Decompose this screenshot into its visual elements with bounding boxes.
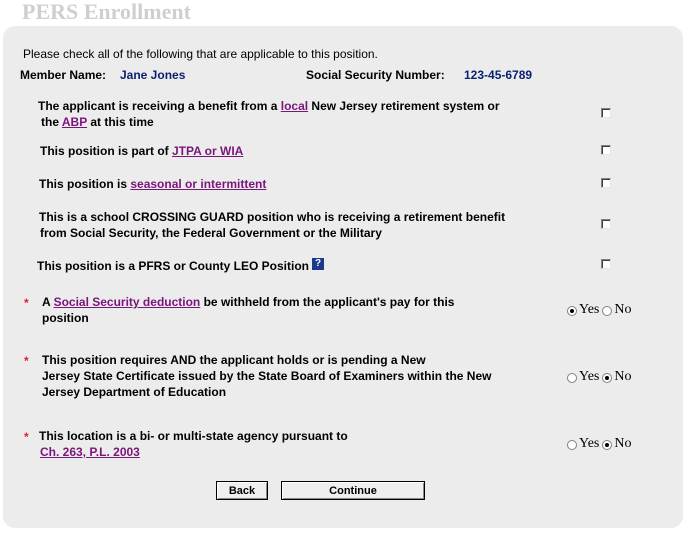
continue-button[interactable]: Continue <box>281 481 425 500</box>
jtpa-wia-link[interactable]: JTPA or WIA <box>172 144 244 158</box>
help-icon[interactable]: ? <box>312 258 324 270</box>
member-name-label: Member Name: <box>20 68 107 82</box>
question-pfrs: This position is a PFRS or County LEO Position ? <box>37 258 324 274</box>
ss-deduction-link[interactable]: Social Security deduction <box>53 295 201 309</box>
crossing-guard-checkbox[interactable] <box>601 219 611 229</box>
ch263-link[interactable]: Ch. 263, P.L. 2003 <box>40 445 140 459</box>
required-star: * <box>24 296 29 310</box>
multi-state-radio-group: Yes No <box>567 436 635 452</box>
state-certificate-radio-group: Yes No <box>567 369 635 385</box>
seasonal-link[interactable]: seasonal or intermittent <box>130 177 267 191</box>
question-crossing-guard: This is a school CROSSING GUARD position who is receiving a retirement benefit from Social Security, the Federal Government or the Military <box>39 210 506 240</box>
ssn-label: Social Security Number: <box>306 68 445 82</box>
intro-text: Please check all of the following that are applicable to this position. <box>23 47 378 61</box>
ss-deduction-radio-group: Yes No <box>567 302 635 318</box>
required-star: * <box>24 430 29 444</box>
back-button[interactable]: Back <box>216 481 268 500</box>
ssn-value: 123-45-6789 <box>464 68 533 82</box>
member-name-value: Jane Jones <box>120 68 186 82</box>
local-retirement-checkbox[interactable] <box>601 108 611 118</box>
local-link[interactable]: local <box>280 99 309 113</box>
ss-deduction-no-radio[interactable] <box>602 306 612 316</box>
page-title: PERS Enrollment <box>22 0 191 24</box>
multi-state-yes-radio[interactable] <box>567 440 577 450</box>
question-jtpa: This position is part of JTPA or WIA <box>40 144 244 158</box>
multi-state-no-radio[interactable] <box>602 440 612 450</box>
jtpa-checkbox[interactable] <box>601 145 611 155</box>
ss-deduction-yes-radio[interactable] <box>567 306 577 316</box>
state-certificate-yes-radio[interactable] <box>567 373 577 383</box>
question-seasonal: This position is seasonal or intermittent <box>39 177 267 191</box>
state-certificate-no-radio[interactable] <box>602 373 612 383</box>
abp-link[interactable]: ABP <box>61 115 88 129</box>
question-local-retirement: The applicant is receiving a benefit from a local New Jersey retirement system or the ABP at this time <box>38 99 500 129</box>
question-state-certificate: This position requires AND the applicant holds or is pending a New Jersey State Certificate issued by the State Board of Examiners within the New Jersey Department of Education <box>42 353 492 399</box>
required-star: * <box>24 354 29 368</box>
seasonal-checkbox[interactable] <box>601 178 611 188</box>
pfrs-checkbox[interactable] <box>601 259 611 269</box>
question-multi-state: This location is a bi- or multi-state agency pursuant to Ch. 263, P.L. 2003 <box>39 429 348 459</box>
question-ss-deduction: A Social Security deduction be withheld from the applicant's pay for this position <box>42 295 455 325</box>
